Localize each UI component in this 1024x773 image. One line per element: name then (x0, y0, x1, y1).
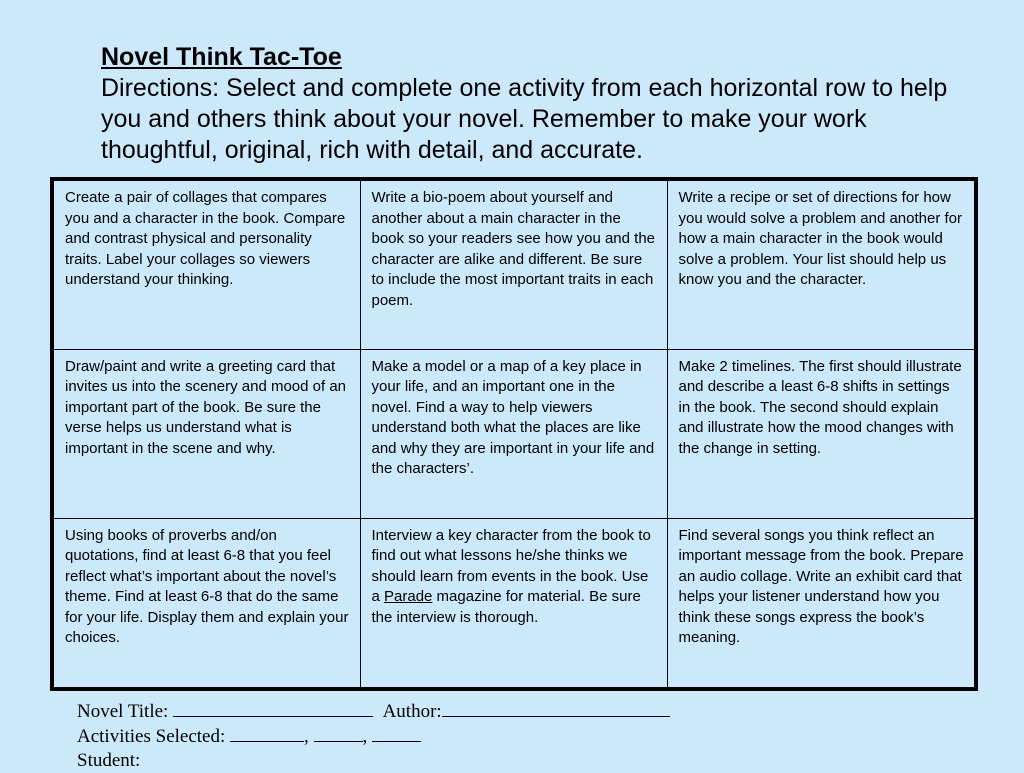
separator: , (304, 726, 314, 747)
activity-text: Interview a key character from the book to find out what lessons he/she thinks we should learn from events in the book. Use a (371, 526, 651, 605)
activity-cell: Using books of proverbs and/on quotations, find at least 6-8 that you feel reflect what’s important about the novel’s theme. Find at least 6-8 that do the same for your life. Display them and explain your choices. (52, 518, 360, 689)
directions-text: Directions: Select and complete one activity from each horizontal row to help you and others think about your novel. Remember to make your work thoughtful, original, rich with detail, and accurate. (101, 74, 948, 164)
activities-line (77, 724, 670, 749)
activity-text: magazine for material. Be sure the interview is thorough. (371, 588, 641, 626)
activity-cell: Make 2 timelines. The first should illustrate and describe a least 6-8 shifts in settings in the book. The second should explain and illustrate how the mood changes with the change in setting. (667, 349, 976, 518)
heading (101, 42, 961, 166)
worksheet-footer (77, 699, 670, 773)
activity-cell (360, 518, 667, 689)
student-label: Student: (77, 750, 141, 771)
activity-blank (230, 724, 304, 742)
activity-cell: Draw/paint and write a greeting card that invites us into the scenery and mood of an important part of the book. Be sure the verse helps us understand what is important in the scene and why. (52, 349, 360, 518)
separator: , (362, 726, 373, 747)
activity-cell: Find several songs you think reflect an important message from the book. Prepare an audio collage. Write an exhibit card that helps your listener understand how you think these songs express the book’s meaning. (667, 518, 976, 689)
board-row (52, 518, 976, 689)
author-label: Author: (382, 701, 442, 722)
activity-cell: Make a model or a map of a key place in your life, and an important one in the novel. Find a way to help viewers understand both what the places are like and why they are important in your life and the characters’. (360, 349, 667, 518)
activities-label: Activities Selected: (77, 726, 231, 747)
page-title: Novel Think Tac-Toe (101, 43, 342, 71)
magazine-name: Parade (384, 588, 433, 605)
board-row (52, 349, 976, 518)
tic-tac-toe-board (50, 177, 978, 691)
board-row (52, 179, 976, 349)
activity-blank (372, 724, 421, 742)
activity-cell: Write a bio-poem about yourself and another about a main character in the book so your readers see how you and the character are alike and different. Be sure to include the most important traits in each poem. (360, 179, 667, 349)
novel-title-label: Novel Title: (77, 701, 174, 722)
novel-title-blank (173, 699, 373, 717)
author-blank (442, 699, 670, 717)
activity-cell: Create a pair of collages that compares you and a character in the book. Compare and contrast physical and personality traits. Label your collages so viewers understand your thinking. (52, 179, 360, 349)
novel-title-line (77, 699, 670, 724)
student-line (77, 749, 670, 773)
activity-cell: Write a recipe or set of directions for how you would solve a problem and another for how a main character in the book would solve a problem. Your list should help us know you and the character. (667, 179, 976, 349)
activity-blank (314, 724, 363, 742)
